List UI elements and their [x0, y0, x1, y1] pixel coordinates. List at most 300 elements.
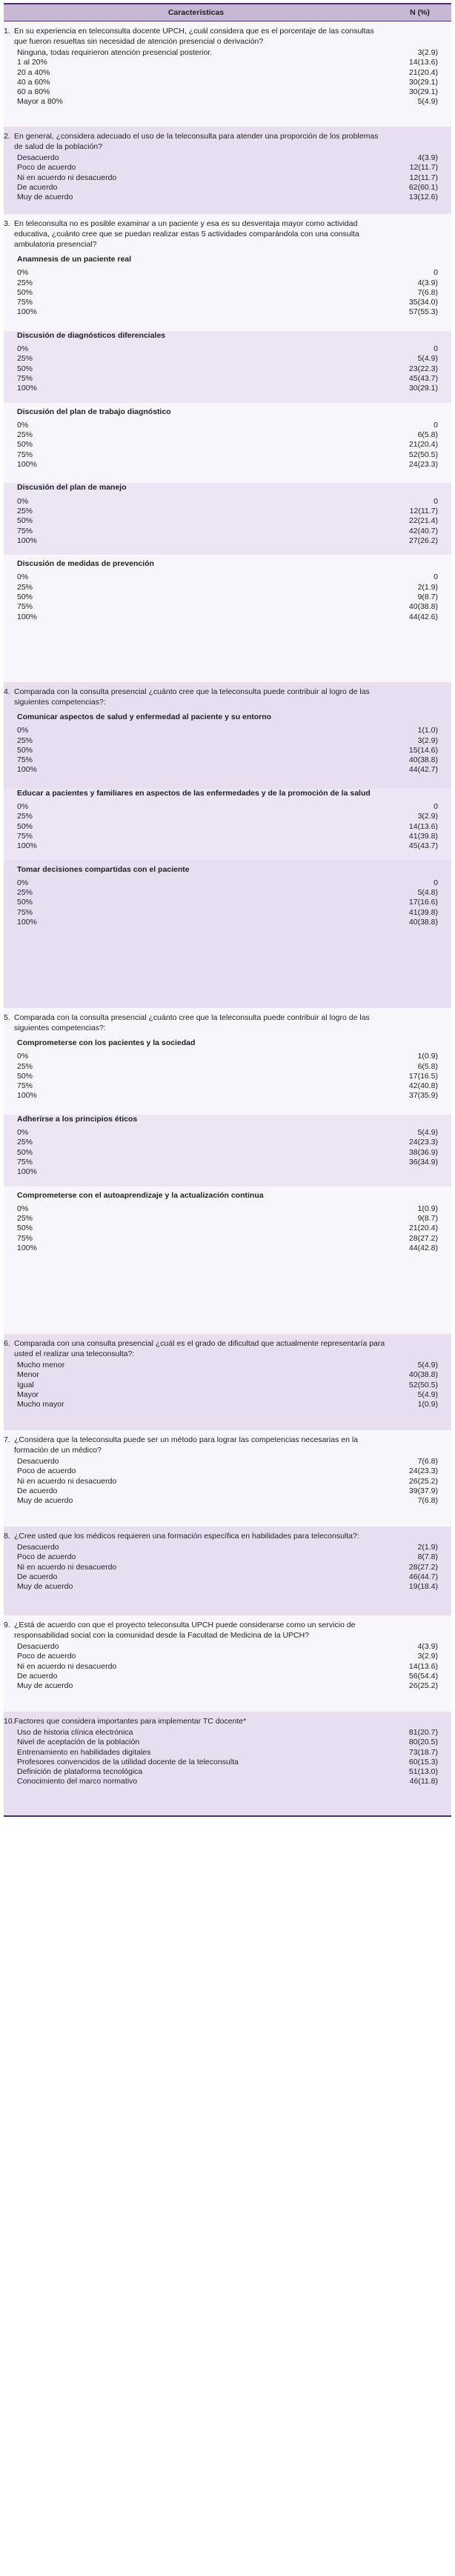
table-row	[4, 1652, 451, 1661]
row-value: 5(4.9)	[417, 1128, 438, 1138]
table-row	[4, 364, 451, 374]
results-table	[4, 3, 451, 1817]
table-row	[4, 183, 451, 193]
table-row	[4, 1128, 451, 1138]
row-value: 0	[434, 802, 438, 812]
row-value: 5(4.9)	[417, 1389, 438, 1399]
row-label: 25%	[17, 354, 33, 364]
row-label: Ni en acuerdo ni desacuerdo	[17, 1661, 117, 1671]
row-label: 50%	[17, 1071, 33, 1081]
sub-item-title: Educar a pacientes y familiares en aspectos de las enfermedades y de la promoción de la salud	[17, 788, 371, 798]
table-row	[4, 1204, 451, 1214]
row-value: 0	[434, 268, 438, 278]
row-value: 7(6.8)	[417, 1496, 438, 1506]
row-value: 46(44.7)	[408, 1572, 438, 1581]
sub-item-block	[4, 713, 451, 784]
row-value: 19(18.4)	[408, 1582, 438, 1592]
row-value: 26(25.2)	[408, 1681, 438, 1691]
row-value: 0	[434, 496, 438, 506]
row-label: Poco de acuerdo	[17, 163, 76, 173]
table-row	[4, 765, 451, 775]
row-value: 4(3.9)	[417, 1642, 438, 1651]
table-header	[4, 3, 451, 21]
table-row	[4, 1370, 451, 1380]
row-label: Mayor	[17, 1389, 39, 1399]
row-value: 41(39.8)	[408, 907, 438, 917]
table-row	[4, 1748, 451, 1758]
sub-item-block	[4, 483, 451, 555]
row-label: 100%	[17, 765, 37, 775]
row-value: 0	[434, 420, 438, 430]
row-value: 21(20.4)	[408, 67, 438, 77]
table-row	[4, 918, 451, 927]
table-row	[4, 536, 451, 546]
question-section	[4, 1008, 451, 1334]
row-label: 0%	[17, 1204, 29, 1213]
sub-item-block	[4, 865, 451, 937]
table-row	[4, 78, 451, 87]
question-label: ¿Está de acuerdo con que el proyecto teleconsulta UPCH puede considerarse como un servicio de responsabilidad social con la comunidad desde la Facultad de Medicina de la UPCH?	[14, 1621, 356, 1640]
row-label: Mucho menor	[17, 1361, 65, 1369]
row-value: 52(50.5)	[408, 1380, 438, 1389]
row-value: 39(37.9)	[408, 1486, 438, 1495]
row-label: 0%	[17, 268, 29, 278]
table-row	[4, 1138, 451, 1147]
row-value: 7(6.8)	[417, 287, 438, 297]
row-label: 50%	[17, 1147, 33, 1157]
question-text	[4, 1435, 388, 1455]
sub-item-block	[4, 331, 451, 403]
row-label: Profesores convencidos de la utilidad docente de la teleconsulta	[17, 1757, 239, 1766]
row-value: 5(4.9)	[417, 1361, 438, 1369]
row-value: 45(43.7)	[408, 841, 438, 851]
table-row	[4, 344, 451, 354]
row-value: 42(40.7)	[408, 526, 438, 535]
row-label: Conocimiento del marco normativo	[17, 1777, 138, 1786]
row-value	[364, 1167, 438, 1177]
question-section	[4, 214, 451, 682]
question-number: 7.	[4, 1435, 10, 1444]
row-label: 25%	[17, 1138, 33, 1147]
question-label: Comparada con una consulta presencial ¿cuál es el grado de dificultad que actualmente representaría para usted el realizar una teleconsulta?:	[14, 1339, 385, 1358]
row-value: 21(20.4)	[408, 440, 438, 450]
row-value: 60(15.3)	[408, 1757, 438, 1766]
table-row	[4, 68, 451, 78]
row-value: 40(38.8)	[408, 755, 438, 765]
sub-item-title: Anamnesis de un paciente real	[17, 255, 132, 264]
row-value: 5(4.8)	[417, 888, 438, 898]
row-value: 8(7.8)	[417, 1552, 438, 1562]
row-label: Muy de acuerdo	[17, 1496, 73, 1506]
question-label: ¿Considera que la teleconsulta puede ser un método para lograr las competencias necesarias en la formación de un médico?	[14, 1435, 359, 1455]
row-value: 23(22.3)	[408, 364, 438, 373]
table-row	[4, 1582, 451, 1592]
row-label: De acuerdo	[17, 1671, 58, 1681]
row-label: 50%	[17, 821, 33, 831]
table-row	[4, 583, 451, 593]
table-row	[4, 822, 451, 832]
table-row	[4, 516, 451, 526]
table-row	[4, 1214, 451, 1224]
table-row	[4, 1486, 451, 1496]
question-text	[4, 1620, 388, 1641]
question-text	[4, 26, 388, 47]
sub-item-block	[4, 559, 451, 631]
row-label: Ninguna, todas requirieron atención presencial posterior.	[17, 48, 213, 57]
table-row	[4, 193, 451, 202]
table-row	[4, 1572, 451, 1582]
row-value: 35(34.0)	[408, 298, 438, 307]
table-row	[4, 812, 451, 821]
table-row	[4, 1234, 451, 1244]
row-label: 25%	[17, 812, 33, 821]
row-label: Uso de historia clínica electrónica	[17, 1728, 133, 1737]
sub-item-title: Discusión de medidas de prevención	[17, 559, 154, 569]
row-value: 14(13.6)	[408, 821, 438, 831]
sub-item-block	[4, 407, 451, 479]
row-label: 0%	[17, 573, 29, 582]
row-label: 25%	[17, 1214, 33, 1224]
sub-item-title: Tomar decisiones compartidas con el paciente	[17, 864, 190, 874]
table-row	[4, 58, 451, 67]
question-number: 3.	[4, 219, 10, 228]
row-label: 75%	[17, 450, 33, 459]
row-label: 75%	[17, 298, 33, 307]
row-value: 24(23.3)	[408, 1466, 438, 1476]
row-value: 17(16.6)	[408, 898, 438, 907]
question-section	[4, 21, 451, 127]
row-label: De acuerdo	[17, 1486, 58, 1495]
row-value: 4(3.9)	[417, 153, 438, 162]
row-label: Muy de acuerdo	[17, 193, 73, 202]
row-value: 6(5.8)	[417, 1061, 438, 1071]
row-label: Ni en acuerdo ni desacuerdo	[17, 173, 117, 182]
row-label: 100%	[17, 841, 37, 851]
table-row	[4, 1244, 451, 1253]
table-row	[4, 1777, 451, 1786]
question-label: Factores que considera importantes para implementar TC docente*	[14, 1717, 247, 1726]
table-row	[4, 1081, 451, 1091]
table-row	[4, 298, 451, 307]
sub-item-block	[4, 1038, 451, 1110]
question-section	[4, 1712, 451, 1817]
row-value: 26(25.2)	[408, 1476, 438, 1486]
table-row	[4, 1062, 451, 1072]
question-section	[4, 127, 451, 214]
row-value: 30(29.1)	[408, 87, 438, 97]
row-label: 75%	[17, 1233, 33, 1243]
row-value: 12(11.7)	[409, 506, 438, 515]
question-text	[4, 131, 388, 152]
row-value: 12(11.7)	[409, 173, 438, 182]
table-row	[4, 163, 451, 173]
row-label: 50%	[17, 440, 33, 450]
row-label: 100%	[17, 307, 37, 317]
table-row	[4, 97, 451, 107]
row-value: 21(20.4)	[408, 1224, 438, 1233]
row-label: 25%	[17, 506, 33, 515]
table-row	[4, 497, 451, 507]
row-value: 1(0.9)	[417, 1400, 438, 1409]
row-label: 40 a 60%	[17, 77, 50, 87]
row-value: 6(5.8)	[417, 430, 438, 440]
row-label: 100%	[17, 535, 37, 545]
row-label: Desacuerdo	[17, 153, 59, 162]
row-value: 46(11.8)	[409, 1777, 438, 1786]
question-text	[4, 1338, 388, 1359]
row-label: 100%	[17, 460, 37, 470]
row-value: 38(36.9)	[408, 1147, 438, 1157]
row-label: 50%	[17, 593, 33, 602]
table-row	[4, 1681, 451, 1691]
table-row	[4, 354, 451, 364]
table-row	[4, 908, 451, 918]
row-label: 25%	[17, 430, 33, 440]
row-label: 100%	[17, 612, 37, 621]
table-row	[4, 1167, 451, 1177]
row-label: 0%	[17, 420, 29, 430]
question-text	[4, 1716, 388, 1726]
question-label: Comparada con la consulta presencial ¿cuánto cree que la teleconsulta puede contribuir al logro de las siguientes competencias?:	[14, 687, 370, 707]
table-row	[4, 1457, 451, 1466]
row-label: Muy de acuerdo	[17, 1582, 73, 1592]
question-number: 6.	[4, 1339, 10, 1348]
table-row	[4, 613, 451, 622]
sub-item-title: Comprometerse con los pacientes y la sociedad	[17, 1038, 196, 1047]
table-row	[4, 593, 451, 602]
table-row	[4, 1052, 451, 1061]
table-row	[4, 802, 451, 812]
row-value: 5(4.9)	[417, 97, 438, 107]
table-row	[4, 288, 451, 298]
row-value: 12(11.7)	[409, 163, 438, 173]
row-label: 100%	[17, 1244, 37, 1253]
question-number: 10.	[4, 1717, 15, 1726]
question-label: Comparada con la consulta presencial ¿cuánto cree que la teleconsulta puede contribuir al logro de las siguientes competencias?:	[14, 1013, 370, 1032]
row-value: 30(29.1)	[408, 77, 438, 87]
table-row	[4, 1158, 451, 1167]
question-number: 5.	[4, 1013, 10, 1022]
row-value: 7(6.8)	[417, 1457, 438, 1466]
row-label: Ni en acuerdo ni desacuerdo	[17, 1476, 117, 1486]
sub-item-title: Comprometerse con el autoaprendizaje y la actualización continua	[17, 1190, 264, 1200]
row-value: 73(18.7)	[408, 1747, 438, 1757]
row-label: Desacuerdo	[17, 1642, 59, 1651]
row-label: Nivel de aceptación de la población	[17, 1738, 140, 1747]
table-row	[4, 421, 451, 430]
row-label: 75%	[17, 1157, 33, 1167]
row-label: 20 a 40%	[17, 67, 50, 77]
row-label: Mucho mayor	[17, 1400, 64, 1409]
question-section	[4, 682, 451, 1008]
row-label: 75%	[17, 755, 33, 765]
row-value: 81(20.7)	[408, 1728, 438, 1737]
row-value: 15(14.6)	[408, 745, 438, 755]
row-value: 3(2.9)	[417, 735, 438, 745]
table-body	[4, 21, 451, 1817]
row-value: 24(23.3)	[408, 460, 438, 470]
question-text	[4, 1531, 388, 1541]
table-row	[4, 1091, 451, 1101]
row-value: 14(13.6)	[408, 58, 438, 67]
table-row	[4, 173, 451, 183]
row-label: 75%	[17, 526, 33, 535]
table-row	[4, 1563, 451, 1572]
row-label: 50%	[17, 364, 33, 373]
row-value: 41(39.8)	[408, 831, 438, 841]
row-value: 45(43.7)	[408, 373, 438, 383]
row-value: 27(26.2)	[408, 535, 438, 545]
row-value: 3(2.9)	[417, 812, 438, 821]
row-label: Muy de acuerdo	[17, 1681, 73, 1691]
row-label: 0%	[17, 344, 29, 354]
row-label: 0%	[17, 496, 29, 506]
row-value: 9(8.7)	[417, 1214, 438, 1224]
row-value: 42(40.8)	[408, 1081, 438, 1091]
table-row	[4, 898, 451, 907]
row-label: 50%	[17, 745, 33, 755]
table-row	[4, 573, 451, 582]
table-row	[4, 507, 451, 516]
row-label: Ni en acuerdo ni desacuerdo	[17, 1562, 117, 1572]
row-value: 3(2.9)	[417, 48, 438, 57]
table-row	[4, 1758, 451, 1767]
row-label: 75%	[17, 907, 33, 917]
question-section	[4, 1615, 451, 1712]
table-row	[4, 1767, 451, 1777]
table-row	[4, 1224, 451, 1233]
table-row	[4, 878, 451, 888]
sub-item-block	[4, 789, 451, 861]
row-label: Desacuerdo	[17, 1543, 59, 1552]
table-row	[4, 374, 451, 384]
row-value: 9(8.7)	[417, 593, 438, 602]
table-row	[4, 1662, 451, 1672]
table-row	[4, 1400, 451, 1409]
table-row	[4, 278, 451, 288]
row-value: 44(42.7)	[408, 765, 438, 775]
row-label: 100%	[17, 918, 37, 927]
row-value: 51(13.0)	[408, 1767, 438, 1777]
table-row	[4, 384, 451, 393]
table-row	[4, 1543, 451, 1552]
row-value: 30(29.1)	[408, 384, 438, 393]
row-value: 1(0.9)	[417, 1052, 438, 1061]
table-row	[4, 1390, 451, 1400]
row-label: 25%	[17, 278, 33, 287]
row-value: 40(38.8)	[408, 918, 438, 927]
table-row	[4, 1361, 451, 1370]
row-value: 44(42.8)	[408, 1244, 438, 1253]
row-value: 13(12.6)	[408, 193, 438, 202]
row-label: Poco de acuerdo	[17, 1652, 76, 1661]
row-value: 0	[434, 573, 438, 582]
table-row	[4, 755, 451, 765]
row-label: 75%	[17, 602, 33, 612]
row-value: 62(60.1)	[408, 182, 438, 192]
table-row	[4, 602, 451, 612]
row-label: 100%	[17, 1167, 37, 1177]
table-row	[4, 307, 451, 317]
row-value: 4(3.9)	[417, 278, 438, 287]
header-characteristics: Características	[167, 8, 225, 17]
table-row	[4, 1642, 451, 1652]
question-section	[4, 1526, 451, 1615]
row-label: 50%	[17, 287, 33, 297]
table-row	[4, 460, 451, 470]
row-value: 24(23.3)	[408, 1138, 438, 1147]
question-text	[4, 218, 388, 250]
sub-item-title: Discusión del plan de manejo	[17, 483, 127, 493]
table-row	[4, 888, 451, 898]
table-row	[4, 841, 451, 851]
table-row	[4, 726, 451, 735]
row-label: 100%	[17, 1091, 37, 1101]
question-number: 1.	[4, 27, 10, 36]
question-label: ¿Cree usted que los médicos requieren una formación específica en habilidades para teleconsulta?:	[14, 1532, 359, 1541]
table-row	[4, 268, 451, 278]
table-row	[4, 1738, 451, 1747]
sub-item-block	[4, 255, 451, 327]
row-label: Mayor a 80%	[17, 97, 63, 107]
row-value: 2(1.9)	[417, 582, 438, 592]
question-number: 9.	[4, 1621, 10, 1629]
row-value: 1(1.0)	[417, 726, 438, 735]
row-value: 52(50.5)	[408, 450, 438, 459]
row-label: 25%	[17, 735, 33, 745]
question-label: En su experiencia en teleconsulta docente UPCH, ¿cuál considera que es el porcentaje de las consultas que fueron resueltas sin necesidad de atención presencial o derivación?	[14, 27, 374, 46]
row-label: 25%	[17, 1061, 33, 1071]
sub-item-title: Discusión de diagnósticos diferenciales	[17, 330, 166, 340]
question-label: En general, ¿considera adecuado el uso de la teleconsulta para atender una proporción de los problemas de salud de la población?	[14, 132, 379, 151]
row-label: Menor	[17, 1370, 39, 1380]
row-value: 0	[434, 878, 438, 887]
table-row	[4, 1381, 451, 1390]
row-value: 40(38.8)	[408, 602, 438, 612]
question-text	[4, 1012, 388, 1033]
table-row	[4, 1728, 451, 1738]
row-value: 40(38.8)	[408, 1370, 438, 1380]
row-label: 0%	[17, 726, 29, 735]
table-row	[4, 527, 451, 536]
row-value: 57(55.3)	[408, 307, 438, 317]
table-row	[4, 430, 451, 440]
row-value: 36(34.9)	[408, 1157, 438, 1167]
row-label: 50%	[17, 516, 33, 526]
question-text	[4, 687, 388, 707]
row-value: 56(54.4)	[408, 1671, 438, 1681]
table-row	[4, 832, 451, 841]
row-label: De acuerdo	[17, 1572, 58, 1581]
row-label: 1 al 20%	[17, 58, 47, 67]
question-number: 8.	[4, 1532, 10, 1541]
row-label: Entrenamiento en habilidades digitales	[17, 1747, 151, 1757]
row-label: 100%	[17, 384, 37, 393]
row-value: 0	[434, 344, 438, 354]
question-number: 2.	[4, 132, 10, 141]
question-section	[4, 1334, 451, 1430]
question-label: En teleconsulta no es posible examinar a un paciente y esa es su desventaja mayor como actividad educativa, ¿cuánto cree que se puedan realizar estas 5 actividades comparándola con una consulta ambulatoria presencial?	[14, 219, 359, 249]
row-label: Definición de plataforma tecnológica	[17, 1767, 143, 1777]
table-row	[4, 1466, 451, 1476]
sub-item-title: Adherirse a los principios éticos	[17, 1114, 138, 1124]
row-value: 28(27.2)	[408, 1233, 438, 1243]
table-row	[4, 1477, 451, 1486]
table-row	[4, 1496, 451, 1506]
row-label: 75%	[17, 831, 33, 841]
row-label: 75%	[17, 1081, 33, 1091]
row-value: 14(13.6)	[408, 1661, 438, 1671]
